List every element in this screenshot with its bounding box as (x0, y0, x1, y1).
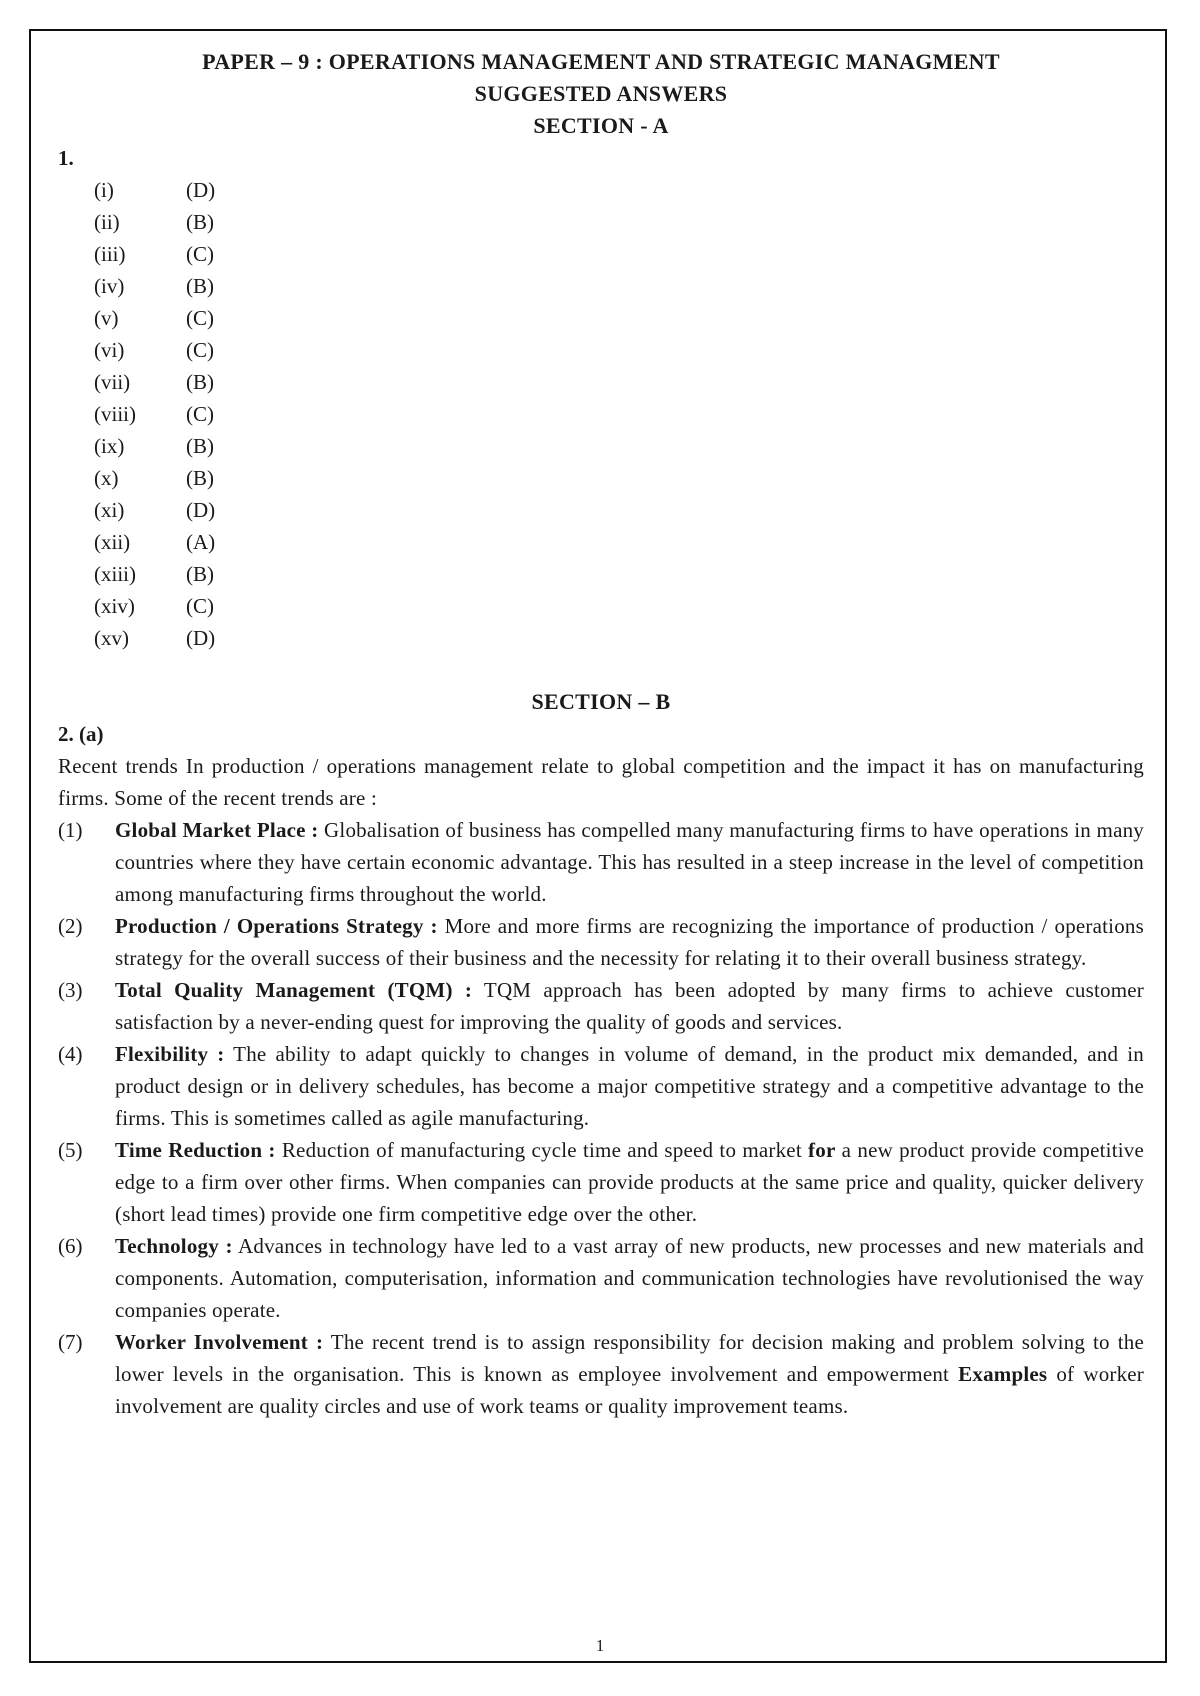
trend-item (58, 1230, 1144, 1326)
trend-title: Flexibility : (115, 1042, 225, 1066)
trend-item (58, 910, 1144, 974)
mcq-number: (xv) (94, 626, 129, 650)
page-number: 1 (595, 1636, 605, 1655)
mcq-number: (vi) (94, 338, 125, 362)
paper-subtitle: SUGGESTED ANSWERS (474, 81, 728, 106)
mcq-row (58, 270, 1144, 302)
mcq-number: (x) (94, 466, 119, 490)
mcq-answer: (B) (186, 370, 214, 394)
paper-title: PAPER – 9 : OPERATIONS MANAGEMENT AND STRATEGIC MANAGMENT (202, 49, 1000, 74)
trend-number: (1) (58, 818, 83, 842)
mcq-answer: (B) (186, 210, 214, 234)
mcq-number: (iv) (94, 274, 125, 298)
mcq-answer: (D) (186, 178, 216, 202)
trend-title: Time Reduction : (115, 1138, 276, 1162)
trend-text: TQM approach has been adopted by many firms to achieve customer satisfaction by a never-ending quest for improving the quality of goods and services. (115, 978, 1144, 1034)
mcq-row (58, 334, 1144, 366)
mcq-answer: (C) (186, 594, 214, 618)
trend-body (115, 1134, 1144, 1230)
trend-title: Worker Involvement : (115, 1330, 324, 1354)
mcq-answer: (B) (186, 274, 214, 298)
section-a-heading: SECTION - A (533, 113, 669, 138)
trend-item (58, 1326, 1144, 1422)
trend-number: (7) (58, 1330, 83, 1354)
mcq-row (58, 590, 1144, 622)
mcq-row (58, 174, 1144, 206)
section-b-heading: SECTION – B (531, 689, 671, 714)
mcq-answer: (C) (186, 402, 214, 426)
trend-body (115, 1326, 1144, 1422)
intro-paragraph: Recent trends In production / operations management relate to global competition and the impact it has on manufacturing firms. Some of the recent trends are : (58, 754, 1144, 810)
trend-number: (4) (58, 1042, 83, 1066)
trend-inline-bold: for (808, 1138, 836, 1162)
trend-text-before: The recent trend is to assign responsibility for decision making and problem solving to the lower levels in the organisation. This is known as employee involvement and empowerment (115, 1330, 1145, 1386)
mcq-answer: (B) (186, 466, 214, 490)
mcq-row (58, 558, 1144, 590)
mcq-row (58, 462, 1144, 494)
trend-text-before: Reduction of manufacturing cycle time and speed to market (275, 1138, 809, 1162)
document-content (58, 46, 1144, 1422)
question-1-label: 1. (58, 146, 74, 170)
mcq-number: (xi) (94, 498, 125, 522)
mcq-answer: (C) (186, 306, 214, 330)
mcq-answer: (D) (186, 498, 216, 522)
trend-body (115, 1038, 1144, 1134)
trend-inline-bold: Examples (958, 1362, 1048, 1386)
mcq-row (58, 526, 1144, 558)
mcq-row (58, 366, 1144, 398)
trend-text: The ability to adapt quickly to changes in volume of demand, in the product mix demanded, and in product design or in delivery schedules, has become a major competitive strategy and a competitive advantage to the firms. This is sometimes called as agile manufacturing. (115, 1042, 1144, 1130)
mcq-number: (i) (94, 178, 114, 202)
mcq-answer: (D) (186, 626, 216, 650)
trend-item (58, 1134, 1144, 1230)
mcq-answer: (B) (186, 562, 214, 586)
trend-number: (5) (58, 1138, 83, 1162)
trend-text: Globalisation of business has compelled many manufacturing firms to have operations in many countries where they have certain economic advantage. This has resulted in a steep increase in the level of competition among manufacturing firms throughout the world. (115, 818, 1144, 906)
section-b (58, 686, 1144, 1422)
trend-item (58, 974, 1144, 1038)
question-2a-label: 2. (a) (58, 722, 104, 746)
mcq-row (58, 206, 1144, 238)
mcq-number: (iii) (94, 242, 126, 266)
mcq-answer: (C) (186, 242, 214, 266)
mcq-number: (xiii) (94, 562, 136, 586)
mcq-row (58, 622, 1144, 654)
mcq-number: (ii) (94, 210, 120, 234)
trend-item (58, 1038, 1144, 1134)
trend-text: More and more firms are recognizing the importance of production / operations strategy for the overall success of their business and the necessity for relating it to their overall business strategy. (115, 914, 1144, 970)
trend-title: Production / Operations Strategy : (115, 914, 438, 938)
mcq-row (58, 430, 1144, 462)
mcq-answer: (C) (186, 338, 214, 362)
trend-title: Total Quality Management (TQM) : (115, 978, 473, 1002)
trend-number: (6) (58, 1234, 83, 1258)
mcq-number: (viii) (94, 402, 136, 426)
mcq-row (58, 302, 1144, 334)
trend-text: Advances in technology have led to a vast array of new products, new processes and new materials and components. Automation, computerisation, information and communication technologies have revolutionised the way companies operate. (115, 1234, 1144, 1322)
mcq-number: (xii) (94, 530, 131, 554)
mcq-number: (vii) (94, 370, 131, 394)
mcq-number: (v) (94, 306, 119, 330)
trend-body (115, 1230, 1144, 1326)
mcq-answer-list (58, 174, 1144, 654)
trend-text-after: of worker involvement are quality circles and use of work teams or quality improvement teams. (115, 1362, 1145, 1418)
trend-body (115, 814, 1144, 910)
mcq-number: (ix) (94, 434, 125, 458)
trend-title: Global Market Place : (115, 818, 319, 842)
mcq-row (58, 398, 1144, 430)
trend-body (115, 910, 1144, 974)
mcq-row (58, 494, 1144, 526)
trend-item (58, 814, 1144, 910)
trend-number: (2) (58, 914, 83, 938)
mcq-row (58, 238, 1144, 270)
trend-number: (3) (58, 978, 83, 1002)
mcq-answer: (A) (186, 530, 216, 554)
trend-text-after: a new product provide competitive edge to a firm over other firms. When companies can provide products at the same price and quality, quicker delivery (short lead times) provide one firm competitive edge over the other. (115, 1138, 1144, 1226)
trend-title: Technology : (115, 1234, 233, 1258)
trend-body (115, 974, 1144, 1038)
mcq-number: (xiv) (94, 594, 135, 618)
mcq-answer: (B) (186, 434, 214, 458)
